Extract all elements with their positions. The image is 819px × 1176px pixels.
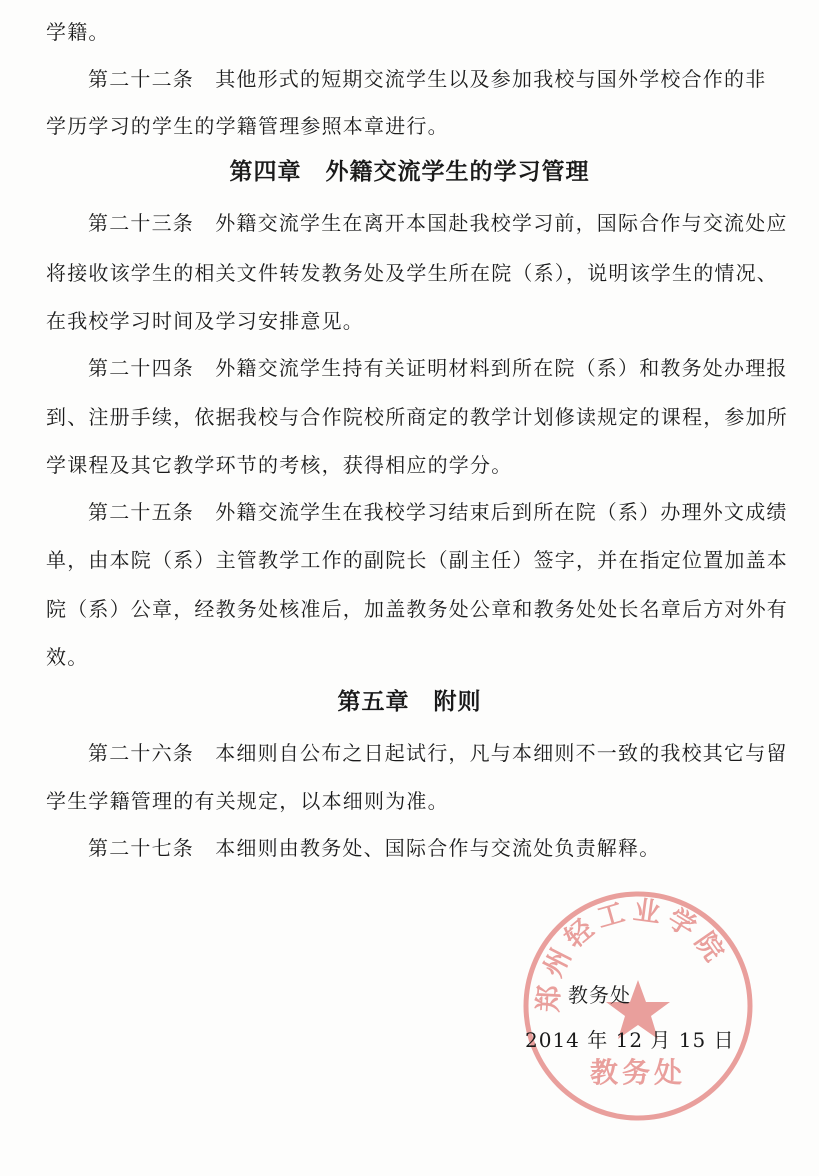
text-line: 学籍。: [46, 20, 110, 44]
article-26-line-1: 第二十六条 本细则自公布之日起试行，凡与本细则不一致的我校其它与留: [88, 741, 788, 765]
article-22-line-1: 第二十二条 其他形式的短期交流学生以及参加我校与国外学校合作的非: [88, 67, 767, 91]
chapter-4-heading: 第四章 外籍交流学生的学习管理: [229, 159, 590, 185]
article-24-line-3: 学课程及其它教学环节的考核，获得相应的学分。: [46, 453, 513, 477]
seal-center-text: 教务处: [589, 1056, 687, 1089]
official-seal: [520, 888, 756, 1124]
chapter-5-heading: 第五章 附则: [337, 689, 482, 715]
article-22-line-2: 学历学习的学生的学籍管理参照本章进行。: [46, 114, 449, 138]
article-24-line-1: 第二十四条 外籍交流学生持有关证明材料到所在院（系）和教务处办理报: [88, 356, 788, 380]
issuer-signature: 教务处: [568, 983, 631, 1007]
article-23-line-3: 在我校学习时间及学习安排意见。: [46, 309, 364, 333]
issue-date: 2014 年 12 月 15 日: [525, 1028, 735, 1052]
article-25-line-2: 单，由本院（系）主管教学工作的副院长（副主任）签字，并在指定位置加盖本: [46, 548, 788, 572]
seal-ring-text: 郑州轻工业学院: [533, 894, 733, 1013]
article-27-line-1: 第二十七条 本细则由教务处、国际合作与交流处负责解释。: [88, 836, 661, 860]
article-25-line-3: 院（系）公章，经教务处核准后，加盖教务处公章和教务处处长名章后方对外有: [46, 597, 788, 621]
article-24-line-2: 到、注册手续，依据我校与合作院校所商定的教学计划修读规定的课程，参加所: [46, 405, 788, 429]
article-23-line-2: 将接收该学生的相关文件转发教务处及学生所在院（系），说明该学生的情况、: [46, 261, 778, 285]
article-25-line-1: 第二十五条 外籍交流学生在我校学习结束后到所在院（系）办理外文成绩: [88, 500, 788, 524]
article-25-line-4: 效。: [46, 645, 89, 669]
article-23-line-1: 第二十三条 外籍交流学生在离开本国赴我校学习前，国际合作与交流处应: [88, 211, 788, 235]
article-26-line-2: 学生学籍管理的有关规定，以本细则为准。: [46, 789, 449, 813]
